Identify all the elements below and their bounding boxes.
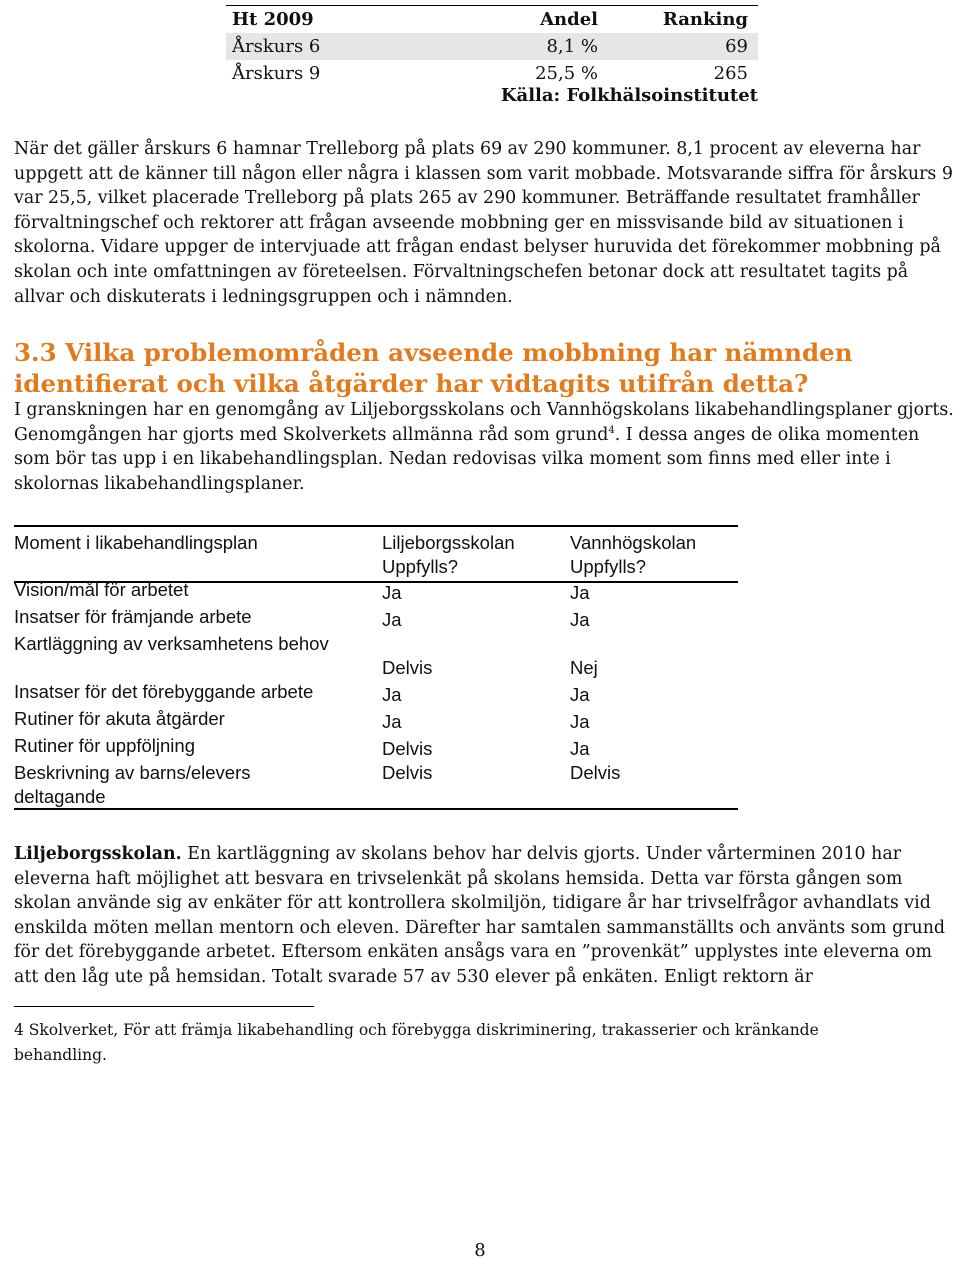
row-liljeborgsskolan: Delvis [382, 762, 433, 783]
row-liljeborgsskolan: Ja [382, 711, 402, 732]
footnote: 4 Skolverket, För att främja likabehandling och förebygga diskriminering, trakasserier och kränkande behandling. [14, 1021, 819, 1064]
footnote-divider [14, 1006, 314, 1007]
stats-cell-grade: Årskurs 6 [232, 36, 321, 57]
row-vannhogskolan: Ja [570, 609, 590, 630]
stats-cell-grade: Årskurs 9 [232, 63, 321, 84]
moment-table [14, 525, 738, 807]
footnote-reference: 4 [608, 424, 615, 436]
row-liljeborgsskolan: Delvis [382, 738, 433, 759]
paragraph-review-text: I granskningen har en genomgång av Liljeborgsskolans och Vannhögskolans likabehandlingsplaner gjorts. Genomgången har gjorts med Skolverkets allmänna råd som grund [14, 400, 954, 445]
row-vannhogskolan: Ja [570, 711, 590, 732]
row-moment: Beskrivning av barns/elevers deltagande [14, 762, 251, 807]
table-bottom-rule [14, 808, 738, 810]
paragraph-mobbing-results: När det gäller årskurs 6 hamnar Trelleborg på plats 69 av 290 kommuner. 8,1 procent av eleverna har uppgett att de känner till någon eller några i klassen som varit mobbade. Motsvarande siffra för årskurs 9 var 25,5, vilket placerade Trelleborg på plats 265 av 290 kommuner. Beträffande resultatet framhåller förvaltningschef och rektorer att frågan avseende mobbning ger en missvisande bild av situationen i skolorna. Vidare uppger de intervjuade att frågan endast belyser huruvida det förekommer mobbning på skolan och inte omfattningen av företeelsen. Förvaltningschefen betonar dock att resultatet tagits på allvar och diskuterats i ledningsgruppen och i nämnden. [14, 139, 953, 307]
row-vannhogskolan: Ja [570, 684, 590, 705]
row-liljeborgsskolan: Ja [382, 684, 402, 705]
paragraph-lead: Liljeborgsskolan. [14, 844, 182, 864]
row-moment: Rutiner för uppföljning [14, 735, 195, 756]
stats-header-ranking: Ranking [662, 9, 748, 30]
row-moment: Rutiner för akuta åtgärder [14, 708, 225, 729]
moment-table-header [14, 525, 738, 583]
header-moment: Moment i likabehandlingsplan [14, 532, 258, 553]
stats-table [226, 5, 758, 106]
row-moment: Insatser för det förebyggande arbete [14, 681, 314, 702]
stats-row-grade9 [226, 60, 758, 87]
header-vannhogskolan: Vannhögskolan Uppfylls? [570, 532, 697, 577]
stats-cell-ranking: 265 [713, 63, 748, 84]
row-liljeborgsskolan: Ja [382, 609, 402, 630]
stats-header-period: Ht 2009 [232, 9, 314, 30]
paragraph-liljeborgsskolan-text: En kartläggning av skolans behov har delvis gjorts. Under vårterminen 2010 har eleverna haft möjlighet att besvara en trivselenkät på skolans hemsida. Detta var första gången som skolan använde sig av enkäter för att kontrollera skolmiljön, tidigare år har trivselfrågor avhandlats vid enskilda möten mellan mentorn och eleven. Därefter har samtalen sammanställts och använts som grund för det förebyggande arbetet. Eftersom enkäten ansågs vara en ”provenkät” upplystes inte eleverna om att den låg ute på hemsidan. Totalt svarade 57 av 530 elever på enkäten. Enligt rektorn är [14, 844, 946, 987]
row-vannhogskolan: Delvis [570, 762, 621, 783]
section-heading: 3.3 Vilka problemområden avseende mobbning har nämnden identifierat och vilka åtgärder har vidtagits utifrån detta? [14, 338, 853, 398]
paragraph-review [14, 398, 956, 496]
row-moment: Kartläggning av verksamhetens behov [14, 633, 329, 654]
row-moment: Vision/mål för arbetet [14, 579, 189, 600]
row-vannhogskolan: Ja [570, 582, 590, 603]
stats-cell-ranking: 69 [725, 36, 748, 57]
stats-header-row [226, 5, 758, 33]
stats-header-share: Andel [540, 9, 598, 30]
row-vannhogskolan: Ja [570, 738, 590, 759]
row-liljeborgsskolan: Delvis [382, 657, 433, 678]
stats-cell-share: 25,5 % [535, 63, 598, 84]
row-liljeborgsskolan: Ja [382, 582, 402, 603]
page-number: 8 [474, 1240, 486, 1261]
paragraph-liljeborgsskolan [14, 842, 956, 990]
stats-source: Källa: Folkhälsoinstitutet [500, 85, 758, 106]
stats-row-grade6 [226, 33, 758, 60]
row-moment: Insatser för främjande arbete [14, 606, 252, 627]
header-liljeborgsskolan: Liljeborgsskolan Uppfylls? [382, 532, 515, 577]
row-vannhogskolan: Nej [570, 657, 598, 678]
paragraph-review-text-cont: . I dessa anges de olika momenten som bör tas upp i en likabehandlingsplan. Nedan redovisas vilka moment som finns med eller inte i skolornas likabehandlingsplaner. [14, 424, 920, 494]
stats-cell-share: 8,1 % [546, 36, 598, 57]
